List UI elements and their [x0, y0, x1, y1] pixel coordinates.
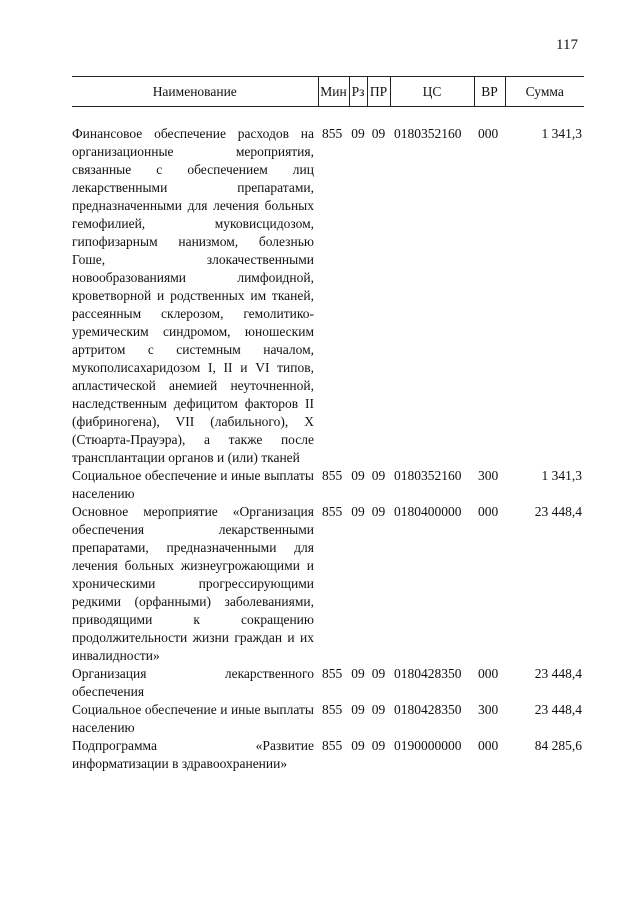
row-cs: 0190000000: [394, 738, 462, 753]
row-rz: 09: [351, 666, 365, 681]
row-pr: 09: [371, 468, 386, 483]
row-cs: 0180352160: [394, 126, 462, 141]
row-rz: 09: [351, 126, 365, 141]
row-name: Основное мероприятие «Организация обеспечения лекарственными препаратами, предназначенными для лечения больных жизнеугрожающими и хроническими прогрессирующими редкими (орфанными) заболеваниями, приводящими к сокращению продолжительности жизни граждан и их инвалидности»: [72, 504, 314, 663]
row-sum: 23 448,4: [534, 504, 582, 519]
row-vr: 300: [478, 468, 499, 483]
header-name: Наименование: [72, 77, 318, 107]
row-sum: 84 285,6: [534, 738, 582, 753]
table-row: [72, 467, 584, 503]
row-name: Социальное обеспечение и иные выплаты населению: [72, 468, 314, 501]
header-cs: ЦС: [390, 77, 474, 107]
budget-table: [72, 76, 584, 773]
row-sum: 1 341,3: [541, 126, 582, 141]
row-min: 855: [322, 468, 343, 483]
header-pr: ПР: [367, 77, 390, 107]
row-min: 855: [322, 126, 343, 141]
row-vr: 000: [478, 126, 499, 141]
row-name: Организация лекарственного обеспечения: [72, 666, 314, 699]
table-row: [72, 737, 584, 773]
header-min: Мин: [318, 77, 349, 107]
row-name: Подпрограмма «Развитие информатизации в здравоохранении»: [72, 738, 314, 771]
row-pr: 09: [371, 702, 386, 717]
header-vr: ВР: [474, 77, 505, 107]
row-rz: 09: [351, 702, 365, 717]
row-sum: 23 448,4: [534, 666, 582, 681]
row-min: 855: [322, 504, 343, 519]
row-cs: 0180352160: [394, 468, 462, 483]
header-spacer: [72, 107, 584, 126]
header-sum: Сумма: [505, 77, 584, 107]
row-cs: 0180428350: [394, 666, 462, 681]
row-rz: 09: [351, 738, 365, 753]
row-name: Социальное обеспечение и иные выплаты населению: [72, 702, 314, 735]
row-vr: 000: [478, 738, 499, 753]
page-number: 117: [556, 37, 578, 53]
row-name: Финансовое обеспечение расходов на организационные мероприятия, связанные с обеспечением лиц лекарственными препаратами, предназначенными для лечения больных гемофилией, муковисцидозом, гипофизарным нанизмом, болезнью Гоше, злокачественными новообразованиями лимфоидной, кроветворной и родственных им тканей, рассеянным склерозом, гемолитико-уремическим синдромом, юношеским артритом с системным началом, мукополисахаридозом I, II и VI типов, апластической анемией неуточненной, наследственным дефицитом факторов II (фибриногена), VII (лабильного), X (Стюарта-Прауэра), а также после трансплантации органов и (или) тканей: [72, 126, 314, 465]
table-header-row: [72, 77, 584, 107]
row-pr: 09: [371, 126, 386, 141]
row-min: 855: [322, 666, 343, 681]
row-pr: 09: [371, 738, 386, 753]
table-row: [72, 665, 584, 701]
row-pr: 09: [371, 666, 386, 681]
row-rz: 09: [351, 504, 365, 519]
row-sum: 1 341,3: [541, 468, 582, 483]
table-row: [72, 125, 584, 467]
row-cs: 0180428350: [394, 702, 462, 717]
row-pr: 09: [371, 504, 386, 519]
row-cs: 0180400000: [394, 504, 462, 519]
row-rz: 09: [351, 468, 365, 483]
row-vr: 300: [478, 702, 499, 717]
table-row: [72, 701, 584, 737]
row-min: 855: [322, 702, 343, 717]
header-rz: Рз: [349, 77, 367, 107]
table-row: [72, 503, 584, 665]
row-sum: 23 448,4: [534, 702, 582, 717]
row-vr: 000: [478, 504, 499, 519]
row-min: 855: [322, 738, 343, 753]
row-vr: 000: [478, 666, 499, 681]
